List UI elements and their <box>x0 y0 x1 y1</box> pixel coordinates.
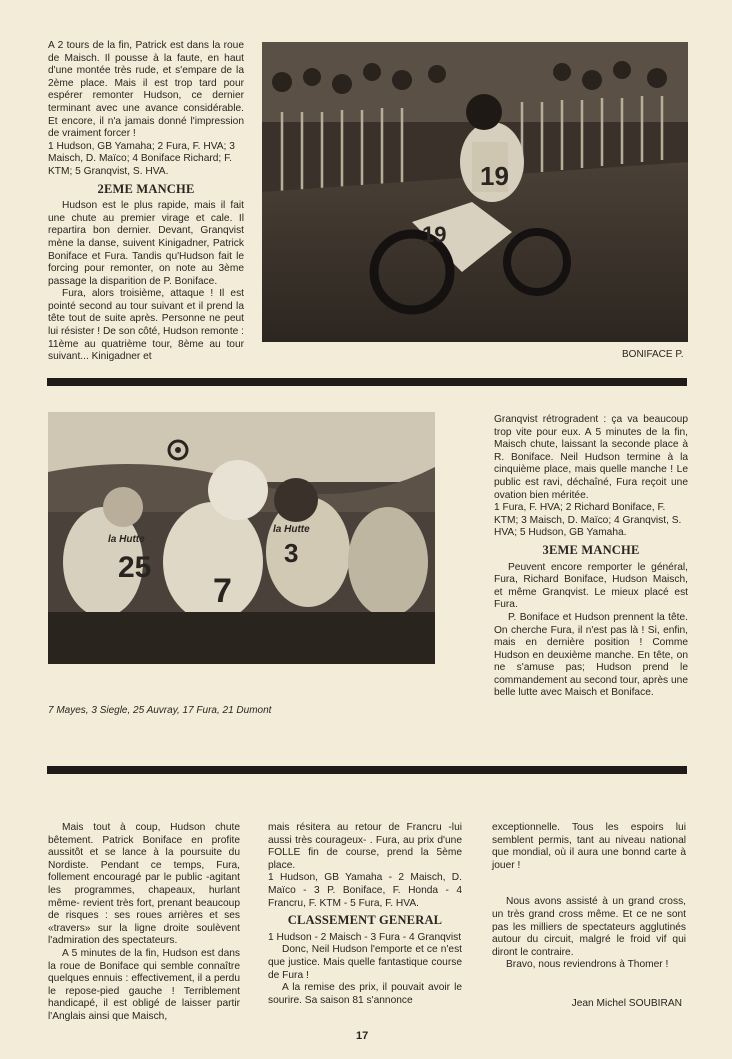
paragraph: Granqvist rétrogradent : ça va beaucoup trop vite pour eux. A 5 minutes de la fin, Maisch chute, laissant la seconde place à R. Boniface. Neil Hudson termine à la cinquième place, mais quelle manche ! Le public est ravi, déchaîné, Fura reçoit une ovation bien méritée. <box>494 414 688 501</box>
sponsor-label: la Hutte <box>108 534 145 545</box>
top-left-column <box>48 40 244 364</box>
section-heading: 3EME MANCHE <box>542 542 640 557</box>
section-heading: 2EME MANCHE <box>97 181 195 196</box>
middle-right-column <box>494 414 688 700</box>
paragraph: Mais tout à coup, Hudson chute bêtement. Patrick Boniface en profite aussitôt et se lance à la poursuite du Nordiste. Pendant ce temps, Fura, follement encouragé par le public -agitant les programmes, chapeaux, hurlant même- revient très fort, prenant beaucoup de risques : ses roues arrières et ses «travers» sur la ligne droite soulèvent l'admiration des spectateurs. <box>48 822 240 947</box>
bike-number-label: 19 <box>422 222 447 247</box>
bottom-column-2 <box>268 822 462 1007</box>
paragraph: Fura, alors troisième, attaque ! Il est pointé second au tour suivant et il prend la tête tout de suite après. Personne ne peut lui résister ! De son côté, Hudson remonte : 11ème au quatrième tour, 8ème au tour suivant... Kinigadner et <box>48 288 244 363</box>
photo-caption: 7 Mayes, 3 Siegle, 25 Auvray, 17 Fura, 21 Dumont <box>48 705 272 716</box>
section-heading: CLASSEMENT GENERAL <box>287 913 443 928</box>
rider-number-label: 19 <box>480 161 509 191</box>
author-signature: Jean Michel SOUBIRAN <box>571 997 682 1009</box>
photo-caption: BONIFACE P. <box>622 349 684 360</box>
page-number: 17 <box>356 1030 369 1042</box>
bottom-column-1 <box>48 822 240 1024</box>
paragraph: P. Boniface et Hudson prennent la tête. On cherche Fura, il n'est pas là ! Si, enfin, mais en dernière position ! Comme Hudson en deuxième manche. En tête, on ne s'amuse pas; Hudson prend le commandement au second tour, après une belle lutte avec Maisch et Boniface. <box>494 611 688 699</box>
paragraph: Bravo, nous reviendrons à Thomer ! <box>506 959 669 971</box>
paragraph: A 5 minutes de la fin, Hudson est dans la roue de Boniface qui semble connaître quelques ennuis : effectivement, il a perdu le repose-pied gauche ! Terriblement handicapé, il est obligé de laisser partir l'Anglais ainsi que Maisch, <box>48 947 240 1022</box>
sponsor-label: la Hutte <box>273 524 310 535</box>
race-results: 1 Fura, F. HVA; 2 Richard Boniface, F. KTM; 3 Maisch, D. Maïco; 4 Granqvist, S. HVA; 5 Hudson, GB Yamaha. <box>494 502 682 539</box>
paragraph: A la remise des prix, il pouvait avoir le sourire. Sa saison 81 s'annonce <box>268 982 462 1006</box>
paragraph: mais résitera au retour de Francru -lui aussi très courageux- . Fura, au prix d'une FOLLE fin de course, prend la 5ème place. <box>268 822 462 871</box>
race-results: 1 Hudson, GB Yamaha; 2 Fura, F. HVA; 3 Maisch, D. Maïco; 4 Boniface Richard; F. KTM; 5 Granqvist, S. HVA. <box>48 140 235 177</box>
paragraph: Hudson est le plus rapide, mais il fait une chute au premier virage et cale. Il repartira bon dernier. Devant, Granqvist mène la danse, suivent Kinigadner, Patrick Boniface et Fura. Tandis qu'Hudson fait le forcing pour remonter, on note au 3ème passage la disparition de P. Boniface. <box>48 200 244 287</box>
paragraph: Peuvent encore remporter le général, Fura, Richard Boniface, Hudson Maisch, et même Granqvist. Le mieux placé est Fura. <box>494 561 688 611</box>
divider-rule <box>47 766 687 773</box>
paragraph: Donc, Neil Hudson l'emporte et ce n'est que justice. Mais quelle fantastique course de Fura ! <box>268 944 462 981</box>
photo-boniface <box>262 42 688 342</box>
paragraph: Nous avons assisté à un grand cross, un très grand cross même. Et ce ne sont pas les milliers de spectateurs agglutinés autour du circuit, malgré le froid vif qui diront le contraire. <box>492 896 686 958</box>
svg-text:25: 25 <box>118 551 152 584</box>
svg-text:7: 7 <box>213 572 232 610</box>
paragraph: exceptionnelle. Tous les espoirs lui semblent permis, tant au niveau national que mondial, où il aura une bonnd carte à jouer ! <box>492 822 686 871</box>
race-results: 1 Hudson, GB Yamaha - 2 Maisch, D. Maïco - 3 P. Boniface, F. Honda - 4 Francru, F. KTM - 5 Fura, F. HVA. <box>268 872 462 909</box>
general-classification: 1 Hudson - 2 Maisch - 3 Fura - 4 Granqvist <box>268 931 462 943</box>
paragraph: A 2 tours de la fin, Patrick est dans la roue de Maisch. Il pousse à la faute, en haut d'une montée très rude, et s'empare de la 2ème place. Mais il est trop tard pour espérer remonter Hudson, ce dernier terminant avec une avance considérable. Et encore, il n'a jamais donné l'impression de vraiment forcer ! <box>48 40 244 140</box>
bottom-column-3 <box>492 822 686 1011</box>
photo-start-line <box>48 412 435 664</box>
divider-rule <box>47 378 687 385</box>
svg-text:3: 3 <box>284 538 299 568</box>
